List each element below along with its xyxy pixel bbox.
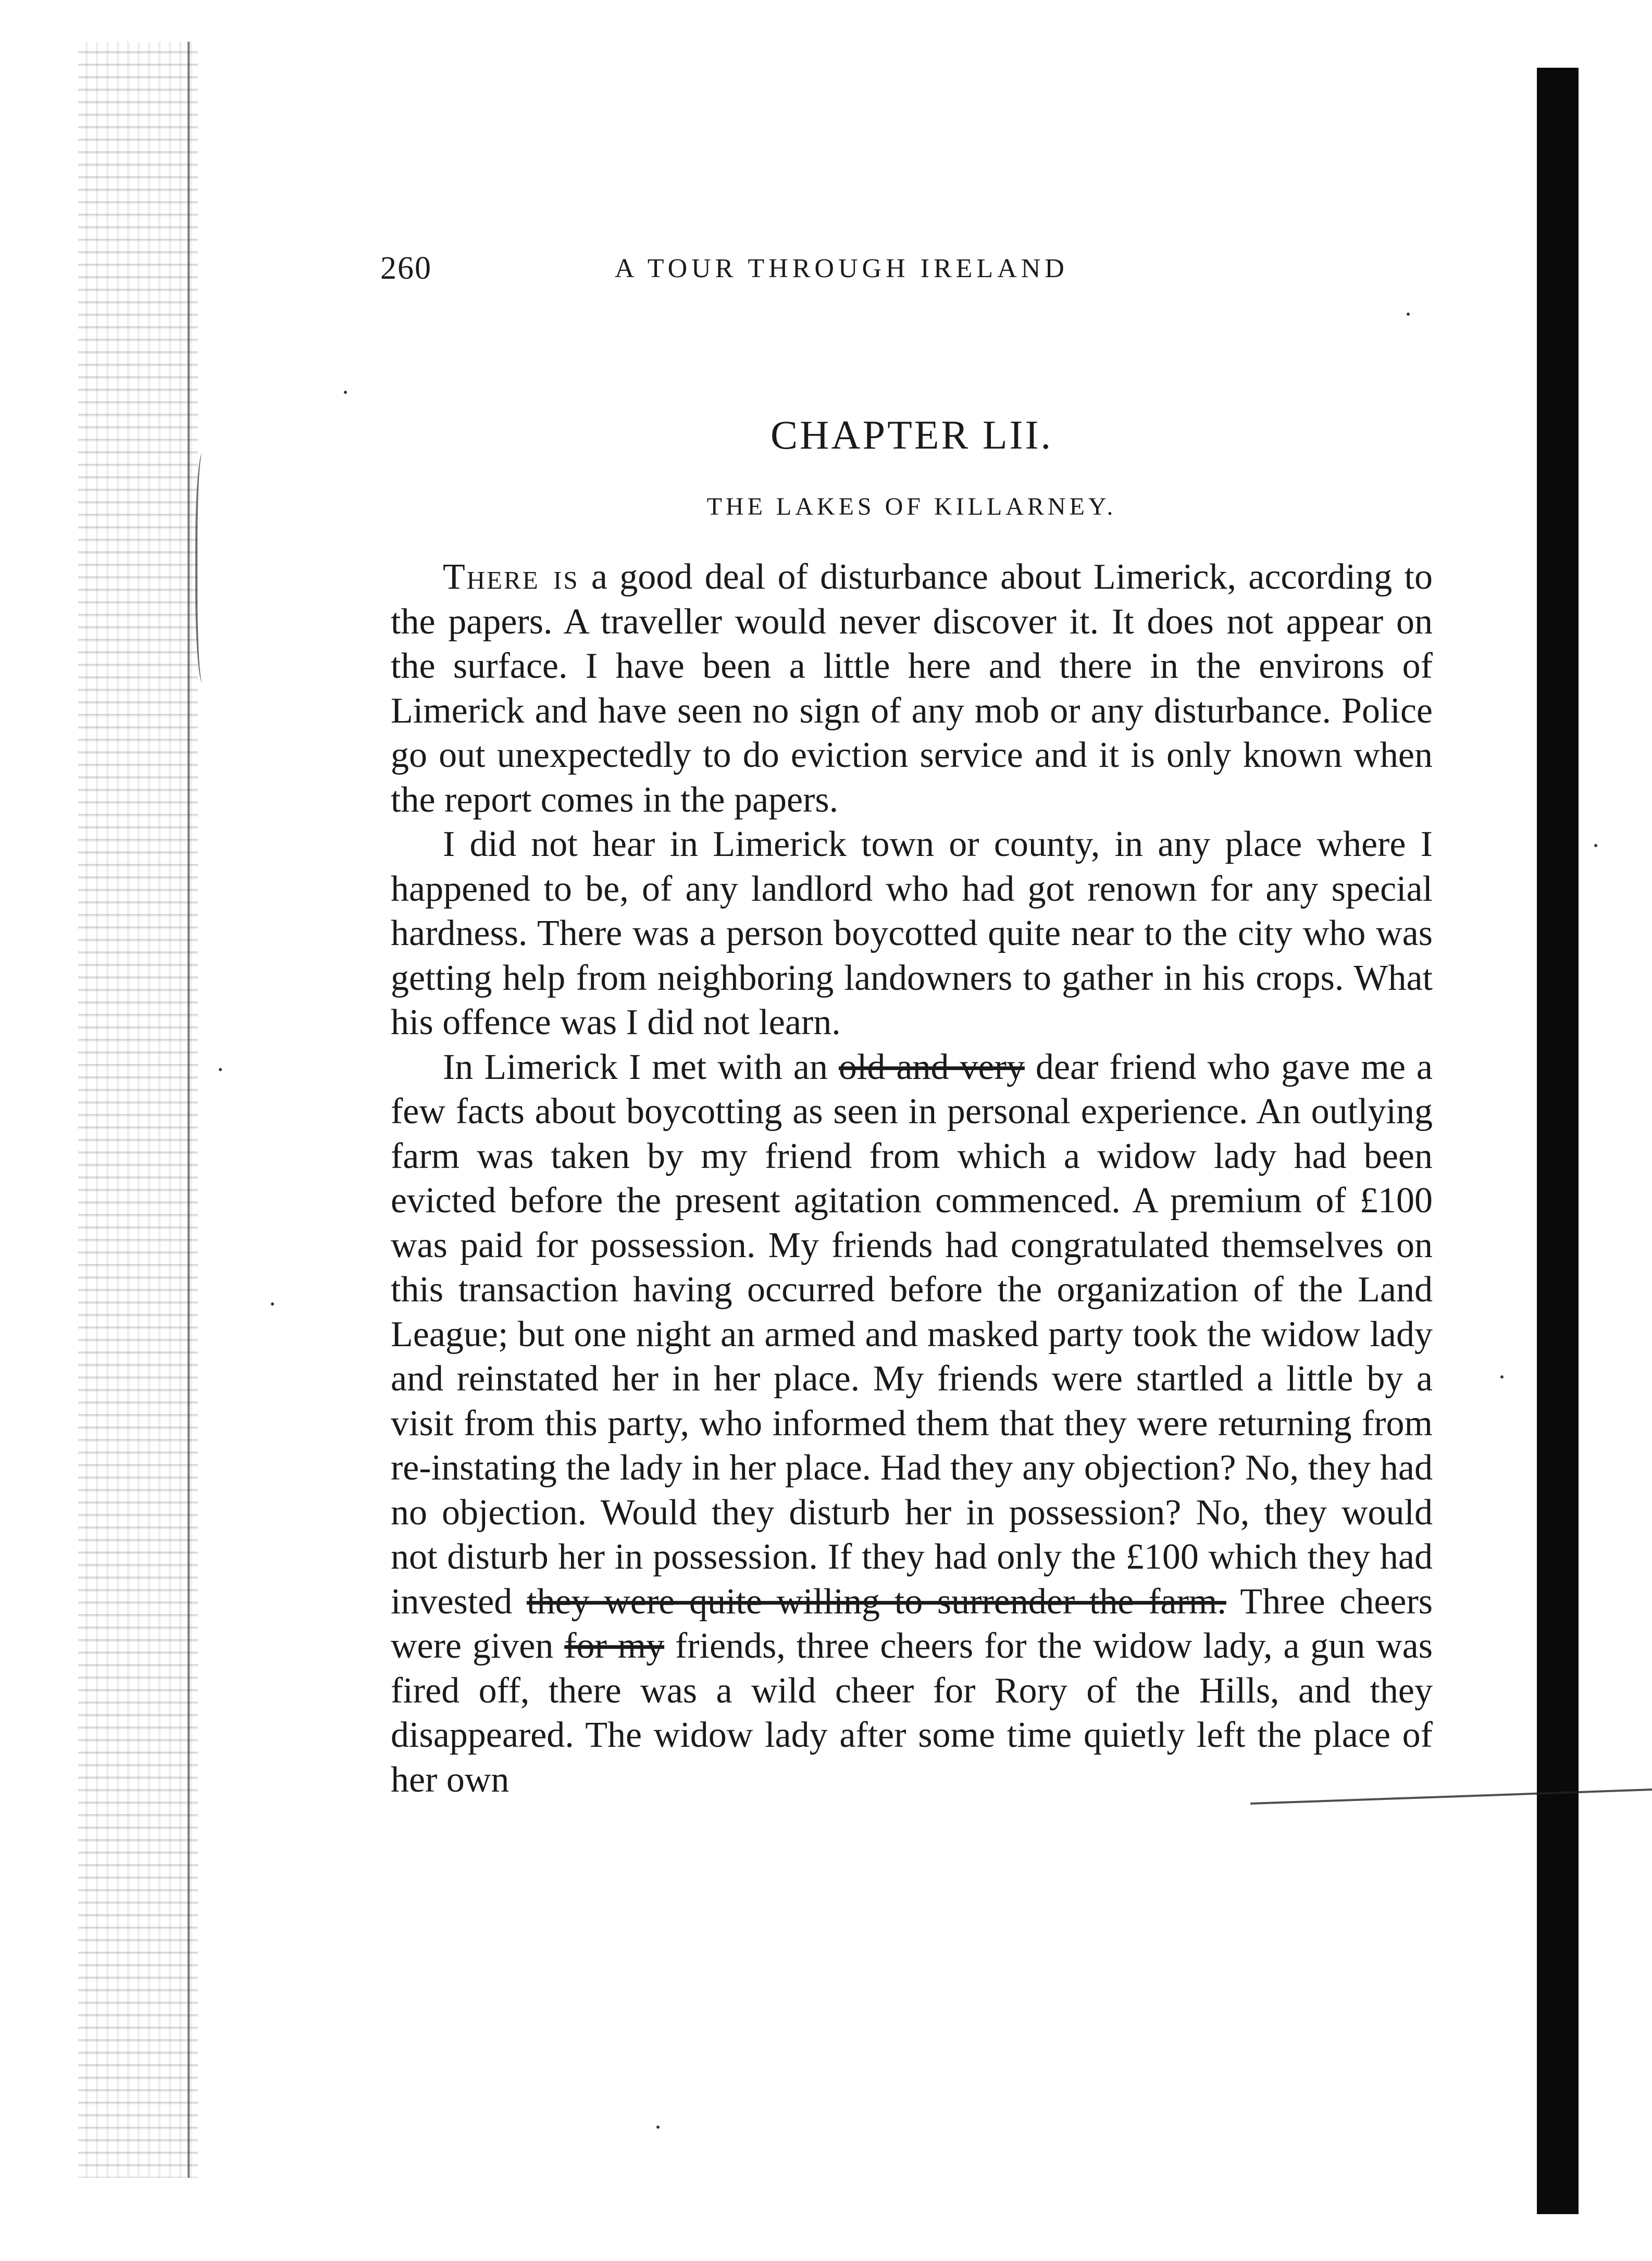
paragraph-2: I did not hear in Limerick town or county, in any place where I happened to be, of any landlord who had got renown for any special hardness. There was a person boycotted quite near to the city who was getting help from neighboring landowners to gather in his crops. What his offence was I did not learn.: [391, 824, 1433, 1042]
paragraph-1: [391, 555, 1433, 822]
struck-text: they were quite willing to surrender the farm.: [527, 1581, 1226, 1622]
scan-edge-noise: [78, 42, 198, 2178]
paragraph-3: [391, 1045, 1433, 1803]
body-text: [391, 555, 1433, 1802]
page-number: 260: [380, 251, 432, 286]
scan-speck: [656, 2126, 660, 2129]
struck-text: old and very: [838, 1047, 1025, 1087]
scan-speck: [271, 1302, 274, 1306]
chapter-subtitle: THE LAKES OF KILLARNEY.: [706, 493, 1117, 520]
scan-speck: [1407, 313, 1410, 316]
paragraph-3-text-d: friends, three cheers for the widow lady, a gun was fired off, there was a wild cheer for Rory of the Hills, and they disappeared. The widow lady after some time quietly left the place of her own: [391, 1626, 1433, 1800]
scan-right-edge-bar: [1537, 68, 1579, 2214]
paragraph-3-text-c: Three cheers were given: [391, 1581, 1433, 1666]
scan-speck: [1594, 844, 1597, 847]
paragraph-3-text-b: dear friend who gave me a few facts about boycotting as seen in personal experience. An outlying farm was taken by my friend from which a widow lady had been evicted before the present agitation commenced. A premium of £100 was paid for possession. My friends had congratulated themselves on this transaction having occurred before the organization of the Land League; but one night an armed and masked party took the widow lady and reinstated her in her place. My friends were startled a little by a visit from this party, who informed them that they were returning from re-instating the lady in her place. Had they any objection? No, they had no objection. Would they disturb her in possession? No, they would not disturb her in possession. If they had only the £100 which they had invested: [391, 1047, 1433, 1622]
scan-margin-mark: [195, 453, 213, 682]
paragraph-3-text-a: In Limerick I met with an: [443, 1047, 839, 1087]
scan-speck: [1500, 1375, 1504, 1378]
scan-speck: [344, 391, 347, 394]
running-head: A TOUR THROUGH IRELAND: [615, 254, 1069, 283]
struck-text: for my: [564, 1626, 665, 1666]
paragraph-1-text: a good deal of disturbance about Limerick, according to the papers. A traveller would never discover it. It does not appear on the surface. I have been a little here and there in the environs of Limerick and have seen no sign of any mob or any disturbance. Police go out unexpectedly to do eviction service and it is only known when the report comes in the papers.: [391, 557, 1433, 820]
scan-edge-line: [188, 42, 190, 2178]
chapter-title: CHAPTER LII.: [771, 412, 1053, 457]
paragraph-lead-words: There is: [443, 557, 579, 597]
page-header: [380, 250, 1276, 287]
scan-speck: [219, 1068, 222, 1071]
